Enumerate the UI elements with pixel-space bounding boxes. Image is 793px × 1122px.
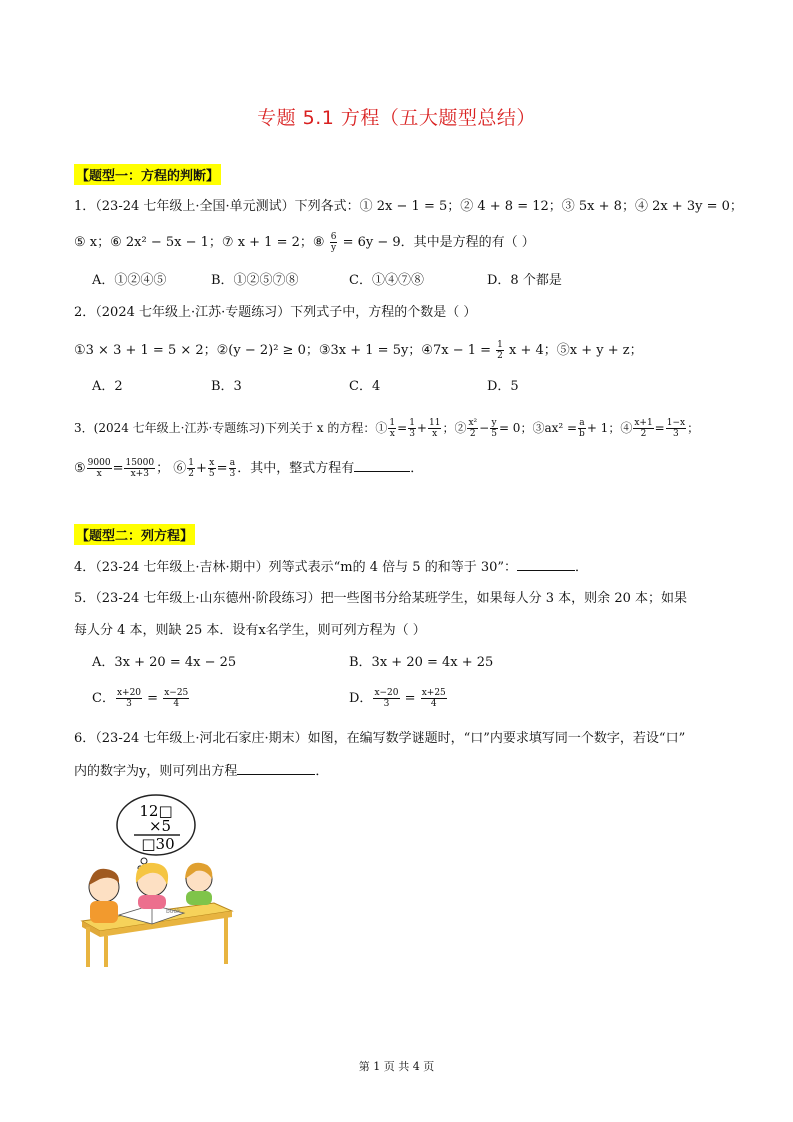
page-title: 专题 5.1 方程（五大题型总结）: [257, 107, 536, 129]
question-3-line-1: 3．(2024 七年级上·江苏·专题练习)下列关于 x 的方程：① $\frac{1}{x}$ = $\frac{1}{3}$ + $\frac{11}{x}$ ；② $\frac{\text{x²}}{2}$ − $\frac{y}{5}$ = 0；③ax² = $\frac{a}{b}$ + 1；④ $\frac{x+1}{2}$ = $\frac{1-x}{3}$ ；: [74, 418, 700, 439]
answer-blank-4[interactable]: [517, 558, 575, 571]
question-1-items: ① 2x − 1 = 5；② 4 + 8 = 12；③ 5x + 8；④ 2x + 3y = 0；: [359, 199, 743, 214]
question-2-option-c[interactable]: C．4: [349, 379, 381, 394]
frac-15000-over-x3: $\frac{15000}{x+3}$: [125, 458, 155, 479]
question-2-line-1: 2．（2024 七年级上·江苏·专题练习）下列式子中，方程的个数是（ ）: [74, 305, 477, 320]
question-1-items-2: ⑤ x；⑥ 2x² − 5x − 1；⑦ x + 1 = 2；⑧: [74, 235, 325, 250]
frac-y-over-5: $\frac{y}{5}$: [491, 418, 497, 439]
question-1-line-2: [74, 232, 535, 253]
question-5-option-b[interactable]: B．3x + 20 = 4x + 25: [349, 655, 494, 670]
question-3-source: 3．(2024 七年级上·江苏·专题练习)下列关于 x 的方程：①: [74, 421, 388, 435]
kids-puzzle-illustration: [74, 793, 239, 972]
question-2-option-d[interactable]: D．5: [487, 379, 519, 394]
puzzle-row-1: 12□: [139, 802, 173, 820]
section-heading-1: 【题型一：方程的判断】: [74, 164, 221, 185]
frac-x-over-5: $\frac{x}{5}$: [208, 458, 215, 479]
frac-1x-over-3: $\frac{1-x}{3}$: [666, 418, 686, 439]
answer-blank-6[interactable]: [237, 762, 315, 775]
svg-text:book: book: [166, 908, 181, 915]
answer-blank-3[interactable]: [354, 459, 410, 472]
question-5-option-c[interactable]: C． $\frac{x+20}{3}$ = $\frac{x-25}{4}$: [92, 688, 189, 709]
question-5-option-a[interactable]: A．3x + 20 = 4x − 25: [92, 655, 237, 670]
question-6-stem: 内的数字为y，则可列出方程: [74, 764, 238, 779]
frac-x1-over-2: $\frac{x+1}{2}$: [634, 418, 653, 439]
question-1-line-1: [74, 198, 743, 216]
puzzle-row-2: ×5: [148, 817, 172, 835]
question-2-items-end: x + 4；⑤x + y + z；: [509, 343, 643, 358]
question-5-option-d[interactable]: D． $\frac{x-20}{3}$ = $\frac{x+25}{4}$: [349, 688, 446, 709]
question-1-option-a[interactable]: A．①②④⑤: [92, 273, 167, 288]
question-1-option-d[interactable]: D．8 个都是: [487, 273, 562, 288]
frac-11-over-x: $\frac{11}{x}$: [428, 418, 441, 439]
frac-x2-over-2: $\frac{\text{x²}}{2}$: [468, 418, 478, 439]
question-1-option-c[interactable]: C．①④⑦⑧: [349, 273, 424, 288]
question-2-line-2: [74, 340, 643, 361]
frac-half: $\frac{1}{2}$: [188, 458, 194, 479]
section-heading-2: 【题型二：列方程】: [74, 524, 195, 545]
question-1-option-b[interactable]: B．①②⑤⑦⑧: [211, 273, 299, 288]
question-5-line-2: 每人分 4 本，则缺 25 本．设有x名学生，则可列方程为（ ）: [74, 623, 426, 638]
question-2-option-b[interactable]: B．3: [211, 379, 242, 394]
question-2-items: ①3 × 3 + 1 = 5 × 2；②(y − 2)² ≥ 0；③3x + 1 = 5y；④7x − 1 =: [74, 343, 492, 358]
frac-9000-over-x: $\frac{9000}{x}$: [87, 458, 111, 479]
question-4-stem: 4．（23-24 七年级上·吉林·期中）列等式表示“m的 4 倍与 5 的和等于 30”：: [74, 560, 518, 575]
question-6-line-2: 内的数字为y，则可列出方程 ．: [74, 764, 329, 779]
question-4-line: 4．（23-24 七年级上·吉林·期中）列等式表示“m的 4 倍与 5 的和等于 30”： ．: [74, 560, 589, 575]
frac-1-over-x: $\frac{1}{x}$: [389, 418, 396, 439]
frac-a-over-b: $\frac{a}{b}$: [579, 418, 585, 439]
question-1-stem-end: = 6y − 9．其中是方程的有（ ）: [342, 235, 535, 250]
frac-a-over-3: $\frac{a}{3}$: [229, 458, 236, 479]
question-6-line-1: 6．（23-24 七年级上·河北石家庄·期末）如图，在编写数学谜题时，“口”内要求填写同一个数字，若设“口”: [74, 731, 686, 746]
question-3-line-2: ⑤ $\frac{9000}{x}$ = $\frac{15000}{x+3}$ ； ⑥ $\frac{1}{2}$ + $\frac{x}{5}$ = $\frac{a}{3}$ ．其中，整式方程有 ．: [74, 458, 424, 479]
question-2-option-a[interactable]: A．2: [92, 379, 123, 394]
puzzle-row-3: □30: [141, 835, 175, 853]
question-5-line-1: 5．（23-24 七年级上·山东德州·阶段练习）把一些图书分给某班学生，如果每人分 3 本，则余 20 本；如果: [74, 591, 687, 606]
fraction-one-half: $\frac{1}{2}$: [497, 340, 503, 361]
frac-1-over-3: $\frac{1}{3}$: [409, 418, 415, 439]
question-1-source: 1．（23-24 七年级上·全国·单元测试）下列各式：: [74, 199, 360, 214]
page-footer: 第 1 页 共 4 页: [358, 1060, 435, 1073]
fraction-6-over-y: $\frac{6}{y}$: [330, 232, 337, 253]
